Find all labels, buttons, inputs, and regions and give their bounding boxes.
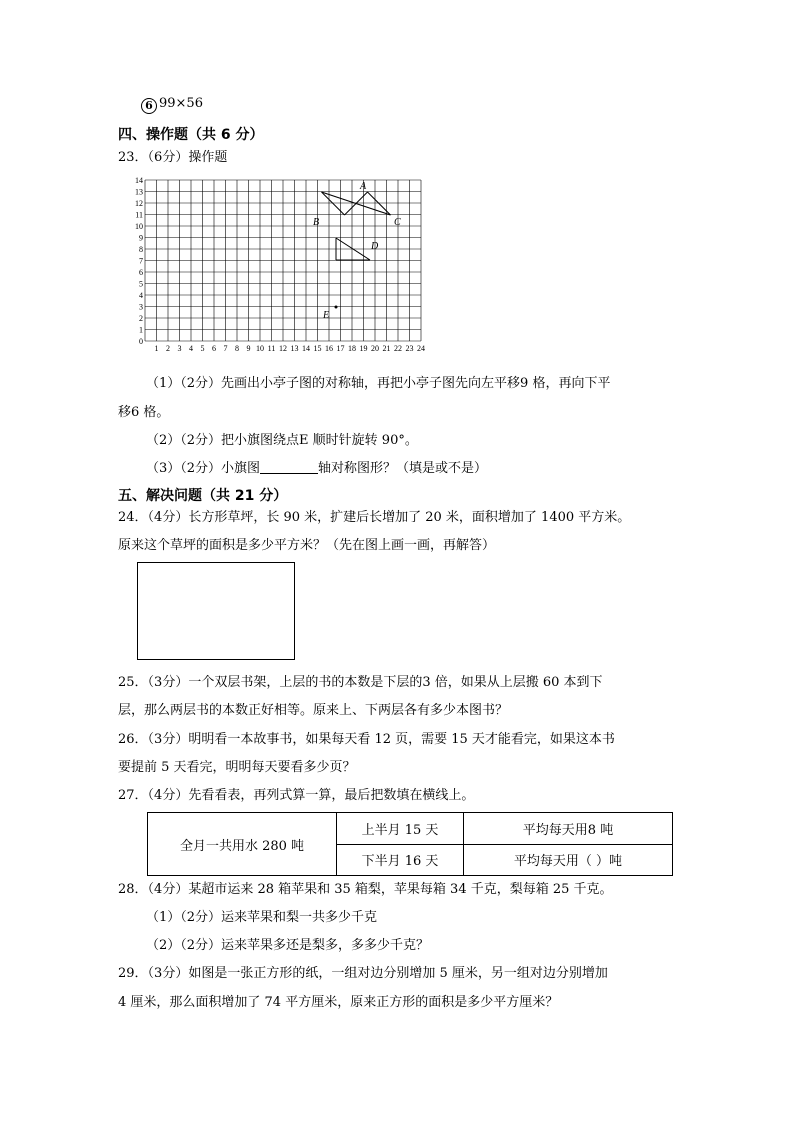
x-tick-label: 11: [267, 344, 276, 353]
x-tick-label: 8: [235, 344, 239, 353]
x-tick-label: 7: [223, 344, 228, 353]
x-tick-label: 18: [348, 344, 356, 353]
q29-line2: 4 厘米，那么面积增加了 74 平方厘米，原来正方形的面积是多少平方厘米？: [118, 995, 559, 1010]
x-tick-label: 2: [166, 344, 170, 353]
table-second-half: 下半月 16 天: [337, 844, 464, 876]
y-tick-label: 10: [135, 222, 143, 231]
x-tick-label: 23: [405, 344, 414, 353]
point-e-label: E: [323, 310, 330, 321]
x-tick-label: 22: [394, 344, 402, 353]
x-axis-labels: [155, 344, 426, 353]
x-tick-label: 9: [246, 344, 251, 353]
q25-line2: 层，那么两层书的本数正好相等。原来上、下两层各有多少本图书？: [118, 703, 509, 718]
q22-item-6: [141, 96, 203, 114]
y-tick-label: 14: [135, 176, 143, 185]
answer-blank[interactable]: [260, 461, 318, 474]
table-second-avg[interactable]: 平均每天用（ ）吨: [464, 844, 673, 876]
q28-line1: 28．（4分）某超市运来 28 箱苹果和 35 箱梨，苹果每箱 34 千克，梨每箱 25 千克。: [118, 882, 613, 897]
item-number-circle: 6: [141, 98, 157, 114]
point-b-label: B: [313, 217, 320, 228]
q23-sub3-post: 轴对称图形？（填是或不是）: [318, 461, 488, 476]
q29-line1: 29．（3分）如图是一张正方形的纸，一组对边分别增加 5 厘米，另一组对边分别增加: [118, 966, 608, 981]
y-tick-label: 5: [139, 279, 143, 289]
q23-sub1-line2: 移6 格。: [118, 405, 170, 420]
x-tick-label: 15: [313, 344, 322, 353]
x-tick-label: 17: [336, 344, 345, 353]
x-tick-label: 10: [256, 344, 264, 353]
x-tick-label: 21: [382, 344, 391, 353]
x-tick-label: 20: [371, 344, 379, 353]
y-tick-label: 6: [139, 268, 143, 277]
y-tick-label: 2: [139, 314, 143, 323]
point-c-label: C: [394, 217, 401, 228]
y-tick-label: 9: [139, 233, 143, 243]
x-tick-label: 3: [177, 344, 182, 353]
y-tick-label: 7: [139, 256, 143, 266]
pavilion-figure: [322, 192, 391, 215]
y-tick-label: 1: [139, 325, 143, 335]
y-tick-label: 3: [139, 302, 143, 312]
item-expression: 99×56: [159, 96, 203, 111]
water-usage-table: [147, 812, 673, 876]
q24-line1: 24．（4分）长方形草坪，长 90 米，扩建后长增加了 20 米，面积增加了 1400 平方米。: [118, 510, 631, 525]
q23-sub3-pre: （3）（2分）小旗图: [146, 461, 261, 476]
section-4-title: 四、操作题（共 6 分）: [118, 127, 264, 143]
y-tick-label: 4: [139, 291, 143, 300]
y-axis-labels: [135, 176, 143, 346]
q28-sub2: （2）（2分）运来苹果多还是梨多，多多少千克？: [146, 938, 430, 953]
q23-sub2: （2）（2分）把小旗图绕点E 顺时针旋转 90°。: [146, 433, 418, 448]
y-tick-label: 8: [139, 245, 143, 254]
x-tick-label: 1: [154, 344, 159, 353]
point-e-dot: [335, 306, 338, 309]
x-tick-label: 14: [302, 344, 310, 353]
x-tick-label: 4: [189, 344, 193, 353]
x-tick-label: 5: [200, 344, 205, 353]
coordinate-grid: [130, 170, 440, 360]
y-tick-label: 11: [135, 210, 143, 220]
q23-sub3: [146, 457, 487, 476]
x-tick-label: 6: [212, 344, 216, 353]
q23-stem: 23．（6分）操作题: [118, 150, 228, 165]
x-tick-label: 13: [290, 344, 299, 353]
q27-line1: 27．（4分）先看看表，再列式算一算，最后把数填在横线上。: [118, 788, 475, 803]
x-tick-label: 12: [279, 344, 287, 353]
table-first-half: 上半月 15 天: [337, 813, 464, 845]
x-tick-label: 19: [359, 344, 368, 353]
q23-sub1-line1: （1）（2分）先画出小亭子图的对称轴，再把小亭子图先向左平移9 格，再向下平: [146, 376, 611, 391]
q26-line1: 26．（3分）明明看一本故事书，如果每天看 12 页，需要 15 天才能看完，如果这本书: [118, 732, 615, 747]
y-tick-label: 12: [135, 199, 143, 208]
x-tick-label: 16: [325, 344, 333, 353]
section-5-title: 五、解决问题（共 21 分）: [118, 488, 288, 504]
x-tick-label: 24: [417, 344, 425, 353]
table-total-cell: 全月一共用水 280 吨: [148, 813, 337, 876]
q24-line2: 原来这个草坪的面积是多少平方米？（先在图上画一画，再解答）: [118, 538, 496, 553]
q28-sub1: （1）（2分）运来苹果和梨一共多少千克: [146, 910, 378, 925]
y-tick-label: 0: [139, 337, 143, 346]
q26-line2: 要提前 5 天看完，明明每天要看多少页？: [118, 760, 356, 775]
table-first-avg: 平均每天用8 吨: [464, 813, 673, 845]
point-d-label: D: [371, 241, 379, 252]
lawn-rectangle: [137, 562, 295, 660]
point-a-label: A: [360, 181, 367, 192]
y-tick-label: 13: [135, 187, 143, 197]
q25-line1: 25．（3分）一个双层书架，上层的书的本数是下层的3 倍，如果从上层搬 60 本到下: [118, 675, 603, 690]
